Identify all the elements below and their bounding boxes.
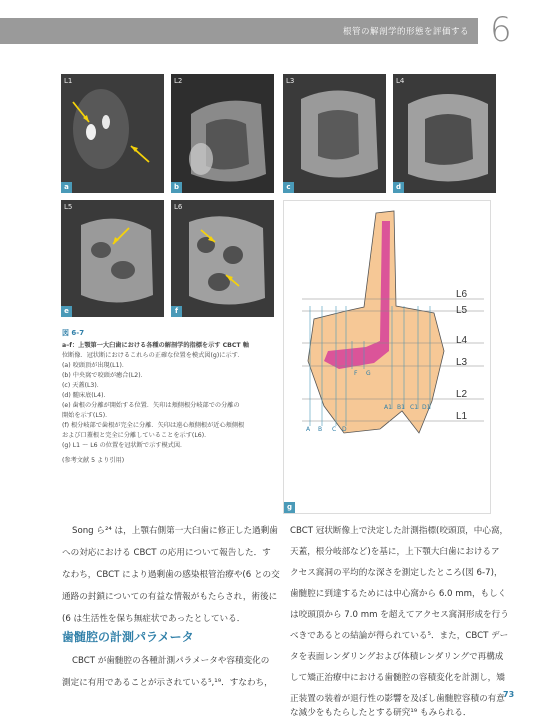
point-label: A: [306, 426, 311, 433]
point-label: A1: [384, 404, 392, 411]
header-title: 根管の解剖学的形態を評価する: [342, 27, 469, 37]
level-label: L2: [456, 389, 468, 400]
body-line: して矯正治療中における歯髄腔の容積変化を計測し，矯: [290, 673, 505, 683]
figure-caption-title: 図 6-7: [62, 329, 85, 337]
panel-letter: b: [171, 182, 182, 193]
ct-image-f: [171, 200, 274, 317]
level-label: L6: [456, 289, 468, 300]
ct-panel-e: [61, 200, 164, 317]
panel-label: L2: [174, 77, 183, 85]
point-label: D1: [422, 404, 431, 411]
caption-line: 位断像．冠状断におけるこれらの正確な位置を模式図(g)に示す．: [62, 352, 244, 359]
point-label: B1: [397, 404, 405, 411]
body-line: Song ら²⁴ は，上顎右側第一大臼歯に修正した過剰歯: [72, 526, 278, 536]
level-label: L4: [456, 335, 468, 346]
level-label: L1: [456, 411, 468, 422]
point-label: B: [318, 426, 323, 433]
ct-image-a: [61, 74, 164, 193]
point-label: F: [354, 370, 358, 377]
section-heading: 歯髄腔の計測パラメータ: [62, 630, 194, 644]
panel-label: L4: [396, 77, 405, 85]
caption-line: および口蓋根と完全に分離していることを示す(L6)．: [62, 432, 211, 439]
caption-line: (a) 咬頭頂が出現(L1)．: [62, 362, 129, 369]
panel-letter: d: [393, 182, 404, 193]
ct-image-e: [61, 200, 164, 317]
body-line: 天蓋，根分岐部など)を基に，上下顎大臼歯におけるア: [290, 547, 500, 557]
point-label: C: [332, 426, 337, 433]
ct-panel-f: [171, 200, 274, 317]
level-label: L5: [456, 305, 468, 316]
panel-letter: e: [61, 306, 72, 317]
body-line: べきであるとの結論が得られている⁵．また，CBCT デー: [290, 631, 509, 641]
panel-label: L1: [64, 77, 73, 85]
caption-line: (c) 天蓋(L3)．: [62, 382, 103, 389]
body-line: (6 は生活性を保ち無症状であったとしている．: [62, 614, 246, 624]
point-label: D: [342, 426, 347, 433]
panel-label: L6: [174, 203, 183, 211]
body-line: タを表面レンダリングおよび体積レンダリングで再構成: [290, 652, 504, 662]
caption-line: (e) 歯根の分離が開始する位置．矢印は頬側根分岐部での分離の: [62, 402, 240, 409]
ct-panel-b: [171, 74, 274, 193]
panel-letter: f: [171, 306, 182, 317]
ct-panel-c: [283, 74, 386, 193]
body-line: 測定に有用であることが示されている⁵,¹⁹．すなわち，: [62, 678, 273, 688]
caption-line: (b) 中央窩で咬頭が癒合(L2)．: [62, 372, 147, 379]
ct-image-c: [283, 74, 386, 193]
caption-line: (g) L1 〜 L6 の位置を冠状断で示す模式図．: [62, 442, 187, 449]
point-label: G: [366, 370, 371, 377]
body-line: なわち，CBCT により過剰歯の感染根管治療や(6 との交: [62, 570, 280, 580]
caption-line: a–f：上顎第一大臼歯における各種の解剖学的指標を示す CBCT 軸: [62, 342, 249, 349]
body-line: CBCT 冠状断像上で決定した計測指標(咬頭頂，中心窩，: [290, 526, 509, 536]
tooth-diagram: [283, 200, 491, 514]
caption-line: (d) 髄床底(L4)．: [62, 392, 110, 399]
body-line: 通路の封鎖についての有益な情報がもたらされ，術後に: [62, 592, 278, 602]
body-line: 歯髄腔に到達するためには中心窩から 6.0 mm，もしく: [290, 589, 507, 599]
page-number: 73: [503, 690, 515, 699]
ct-image-d: [393, 74, 496, 193]
caption-line: 開始を示す(L5)．: [62, 412, 112, 419]
panel-letter: c: [283, 182, 294, 193]
body-line: は咬頭頂から 7.0 mm を超えてアクセス窩洞形成を行う: [290, 610, 509, 620]
panel-letter: g: [284, 502, 295, 513]
panel-letter: a: [61, 182, 72, 193]
body-line: な減少をもたらしたとする研究¹⁹ もみられる．: [290, 708, 472, 718]
body-line: CBCT が歯髄腔の各種計測パラメータや容積変化の: [72, 656, 270, 666]
caption-line: (参考文献 5 より引用): [62, 457, 125, 464]
ct-panel-a: [61, 74, 164, 193]
level-label: L3: [456, 357, 468, 368]
tooth-diagram-svg: [284, 201, 492, 515]
ct-panel-d: [393, 74, 496, 193]
body-line: への対応における CBCT の応用について報告した．す: [62, 548, 271, 558]
caption-line: (f) 根分岐部で歯根が完全に分離．矢印は遠心頬側根が近心頬側根: [62, 422, 245, 429]
body-line: クセス窩洞の平均的な深さを測定したところ(図 6-7)，: [290, 568, 503, 578]
point-label: C1: [410, 404, 419, 411]
chapter-number: 6: [490, 10, 512, 50]
ct-image-b: [171, 74, 274, 193]
panel-label: L5: [64, 203, 73, 211]
panel-label: L3: [286, 77, 295, 85]
body-line: 正装置の装着が退行性の影響を及ぼし歯髄腔容積の有意: [290, 694, 505, 704]
